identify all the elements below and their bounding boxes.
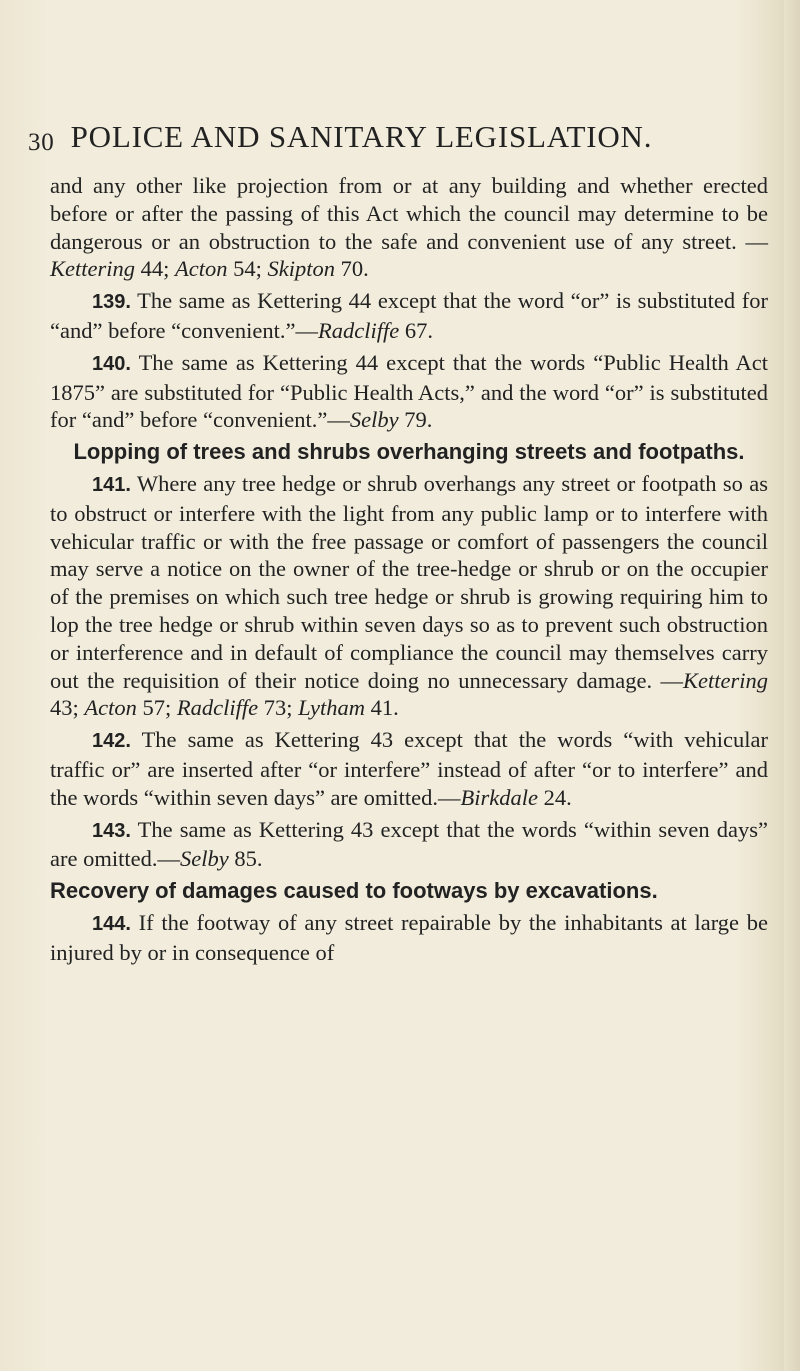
section-142: 142. The same as Kettering 43 except that the words “with vehicular traffic or” are inserted after “or interfere” instead of after “or to interfere” and the words “within seven days” are omitted.—Birkdale 24.	[50, 727, 768, 810]
continued-paragraph: and any other like projection from or at any building and whether erected before or after the passing of this Act which the council may determine to be dangerous or an obstruction to the safe and convenient use of any street. —Kettering 44; Acton 54; Skipton 70.	[50, 173, 769, 282]
running-title: POLICE AND SANITARY LEGISLATION.	[70, 119, 653, 154]
section-heading-recovery: Recovery of damages caused to footways by excavations.	[50, 878, 658, 904]
section-number: 141.	[92, 473, 131, 496]
section-139: 139. The same as Kettering 44 except that the word “or” is substituted for “and” before “convenient.”—Radcliffe 67.	[50, 288, 768, 343]
section-number: 142.	[92, 730, 131, 753]
section-heading-lopping: Lopping of trees and shrubs overhanging streets and footpaths.	[73, 439, 745, 465]
page-body	[50, 172, 768, 971]
section-143: 143. The same as Kettering 43 except that the words “within seven days” are omitted.—Selby 85.	[50, 816, 768, 872]
section-number: 143.	[92, 819, 131, 842]
section-number: 140.	[92, 352, 131, 375]
section-number: 139.	[92, 291, 131, 314]
section-140: 140. The same as Kettering 44 except that the words “Public Health Act 1875” are substituted for “Public Health Acts,” and the word “or” is substituted for “and” before “convenient.”—Selby 79.	[50, 349, 768, 433]
section-number: 144.	[92, 912, 131, 935]
section-141: 141. Where any tree hedge or shrub overhangs any street or footpath so as to obstruct or interfere with the light from any public lamp or to interfere with vehicular traffic or with the free passage or comfort of passengers the council may serve a notice on the owner of the tree-hedge or shrub or on the occupier of the premises on which such tree hedge or shrub is growing requiring him to lop the tree hedge or shrub within seven days so as to prevent such obstruction or interference and in default of compliance the council may themselves carry out the requisition of their notice doing no unnecessary damage. —Kettering 43; Acton 57; Radcliffe 73; Lytham 41.	[50, 470, 769, 721]
running-header	[28, 119, 768, 157]
page-edge-shadow	[784, 0, 800, 1371]
section-144: 144. If the footway of any street repairable by the inhabitants at large be injured by or in consequence of	[50, 909, 768, 965]
page-number: 30	[28, 129, 55, 156]
